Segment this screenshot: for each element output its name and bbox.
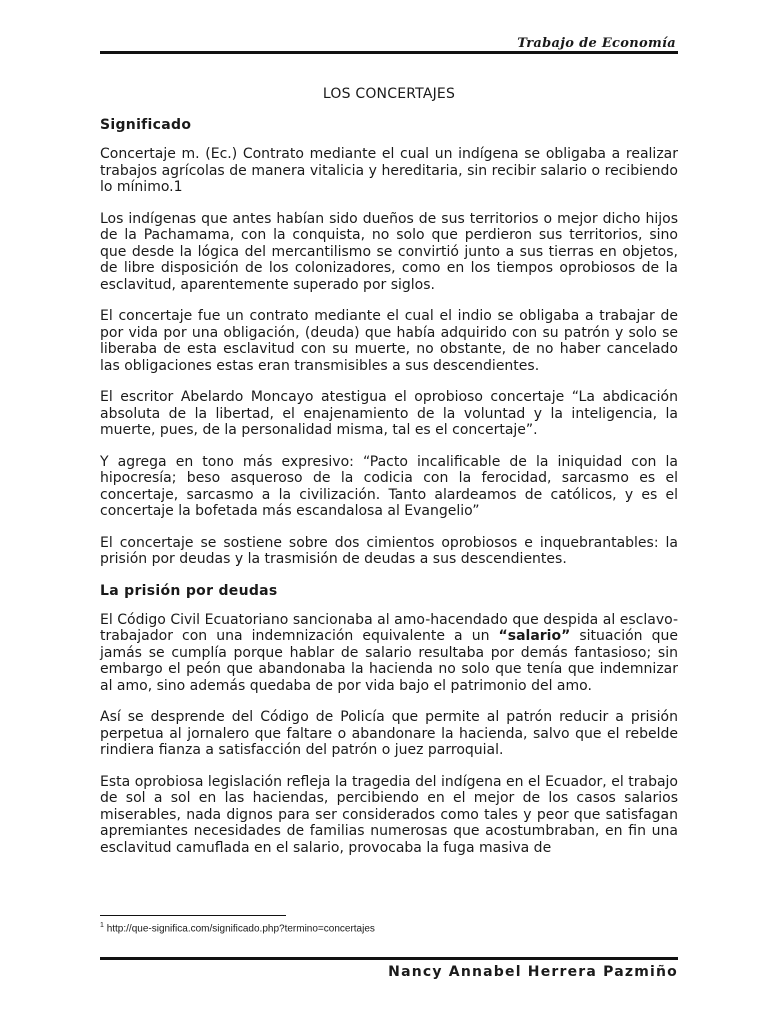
bold-term: “salario”	[498, 628, 571, 644]
paragraph-text: El Código Civil Ecuatoriano sancionaba al amo-hacendado que despida al esclavo-trabajador con una indemnización equivalente a un	[100, 611, 678, 644]
paragraph	[100, 612, 678, 695]
footer-author: Nancy Annabel Herrera Pazmiño	[388, 964, 678, 980]
paragraph: Los indígenas que antes habían sido dueños de sus territorios o mejor dicho hijos de la Pachamama, con la conquista, no solo que perdieron sus territorios, sino que desde la lógica del mercantilismo se convirtió junto a sus tierras en objetos, de libre disposición de los colonizadores, como en los tiempos oprobiosos de la esclavitud, aparentemente superado por siglos.	[100, 210, 678, 293]
paragraph: Concertaje m. (Ec.) Contrato mediante el cual un indígena se obligaba a realizar trabajos agrícolas de manera vitalicia y hereditaria, sin recibir salario o recibiendo lo mínimo.1	[100, 146, 678, 195]
document-body	[100, 86, 678, 871]
footnote-link[interactable]: http://que-significa.com/significado.php?termino=concertajes	[106, 923, 375, 935]
paragraph-text: situación que jamás se cumplía porque hablar de salario resultaba por demás fantasioso; sin embargo el peón que abandonaba la hacienda no solo que tenía que indemnizar al amo, sino además quedaba de por vida bajo el patrimonio del amo.	[100, 628, 678, 694]
footnote-divider	[100, 915, 286, 916]
section-heading-significado: Significado	[100, 117, 192, 133]
running-header: Trabajo de Economía	[517, 36, 676, 51]
paragraph: Así se desprende del Código de Policía que permite al patrón reducir a prisión perpetua al jornalero que faltare o abandonare la hacienda, salvo que el rebelde rindiera fianza a satisfacción del patrón o juez parroquial.	[100, 709, 678, 758]
footnote	[100, 922, 375, 934]
header-divider	[100, 51, 678, 54]
document-title: LOS CONCERTAJES	[322, 86, 456, 102]
paragraph: Esta oprobiosa legislación refleja la tragedia del indígena en el Ecuador, el trabajo de sol a sol en las haciendas, percibiendo en el mejor de los casos salarios miserables, nada dignos para ser considerados como tales y peor que satisfagan apremiantes necesidades de familias numerosas que acostumbraban, en fin una esclavitud camuflada en el salario, provocaba la fuga masiva de	[100, 773, 678, 856]
section-heading-prision: La prisión por deudas	[100, 582, 278, 599]
paragraph: El concertaje se sostiene sobre dos cimientos oprobiosos e inquebrantables: la prisión por deudas y la trasmisión de deudas a sus descendientes.	[100, 534, 678, 567]
paragraph: Y agrega en tono más expresivo: “Pacto incalificable de la iniquidad con la hipocresía; beso asqueroso de la codicia con la ferocidad, sarcasmo es el concertaje, sarcasmo a la civilización. Tanto alardeamos de católicos, y es el concertaje la bofetada más escandalosa al Evangelio”	[100, 453, 678, 519]
footnote-number: 1	[100, 922, 104, 929]
paragraph: El escritor Abelardo Moncayo atestigua el oprobioso concertaje “La abdicación absoluta de la libertad, el enajenamiento de la voluntad y la inteligencia, la muerte, pues, de la personalidad misma, tal es el concertaje”.	[100, 389, 678, 438]
footer-divider	[100, 957, 678, 960]
paragraph: El concertaje fue un contrato mediante el cual el indio se obligaba a trabajar de por vida por una obligación, (deuda) que había adquirido con su patrón y solo se liberaba de esta esclavitud con su muerte, no obstante, de no haber cancelado las obligaciones estas eran transmisibles a sus descendientes.	[100, 308, 678, 374]
